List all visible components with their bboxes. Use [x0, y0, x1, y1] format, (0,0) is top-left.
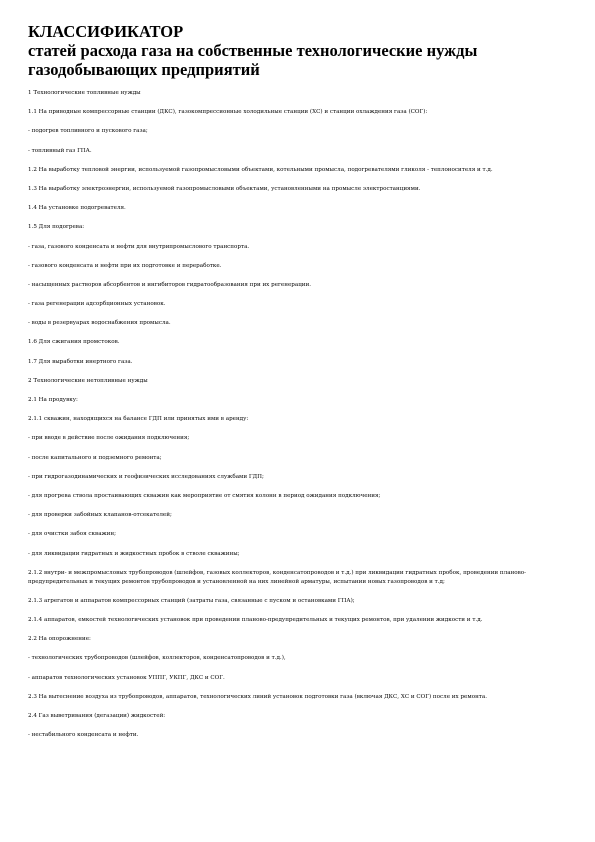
classifier-item: - газа, газового конденсата и нефти для внутрипромыслового транспорта.: [28, 243, 250, 250]
classifier-item: 2 Технологические нетопливные нужды: [28, 377, 148, 384]
classifier-item: - после капитального и подземного ремонта;: [28, 454, 162, 461]
classifier-item: 1 Технологические топливные нужды: [28, 90, 141, 96]
classifier-item: 2.4 Газ выветривания (дегазации) жидкостей:: [28, 713, 166, 719]
classifier-item: - при гидрогазодинамических и геофизических исследованиях службами ГДП;: [28, 473, 264, 480]
classifier-item: - воды в резервуарах водоснабжения промысла.: [28, 320, 171, 327]
classifier-item: - газового конденсата и нефти при их подготовке и переработке.: [28, 262, 222, 269]
classifier-item: 1.5 Для подогрева:: [28, 224, 85, 231]
classifier-item: - при вводе в действие после ожидания подключения;: [28, 435, 190, 442]
classifier-item: 2.1.2 внутри- и межпромысловых трубопроводов (шлейфов, газовых коллекторов, конденсатопроводов и т.д.) при ликвидации гидратных пробок, проведении планово-предупредительных и текущих ремонтов трубопроводов и установленной на них линейной арматуры, испытании новых газопроводов и т.д;: [28, 569, 527, 585]
document-page: [28, 22, 568, 750]
classifier-item: 1.3 На выработку электроэнергии, используемой газопромысловыми объектами, установленными на промысле электростанциями.: [28, 185, 421, 192]
classifier-items: [28, 89, 568, 740]
classifier-item: - технологических трубопроводов (шлейфов, коллекторов, конденсатопроводов и т.д.),: [28, 655, 286, 662]
classifier-item: 2.2 На опорожнение:: [28, 636, 91, 643]
classifier-item: 1.7 Для выработки инертного газа.: [28, 358, 133, 365]
classifier-item: 2.3 На вытеснение воздуха из трубопроводов, аппаратов, технологических линий установок подготовки газа (включая ДКС, ХС и СОГ) после их ремонта.: [28, 693, 487, 700]
classifier-item: 1.1 На приводные компрессорные станции (ДКС), газокомпрессионные холодильные станции (ХС) и станции охлаждения газа (СОГ):: [28, 109, 428, 116]
classifier-item: 2.1.4 аппаратов, емкостей технологических установок при проведении планово-предупредительных и текущих ремонтов, при удалении жидкости и т.д.: [28, 617, 483, 624]
classifier-item: 2.1.3 агрегатов и аппаратов компрессорных станций (затраты газа, связанные с пуском и остановками ГПА);: [28, 597, 355, 604]
classifier-item: 1.4 На установке подогревателя.: [28, 205, 126, 212]
title-line-1: КЛАССИФИКАТОР: [28, 22, 184, 41]
classifier-item: - топливный газ ГПА.: [28, 147, 92, 154]
classifier-item: 1.2 На выработку тепловой энергии, используемой газопромысловыми объектами, котельными промысла, подогревателями гликоля - теплоносителя и т.д.: [28, 166, 493, 173]
classifier-item: - аппаратов технологических установок УППГ, УКПГ, ДКС и СОГ.: [28, 674, 225, 681]
title-line-3: газодобывающих предприятий: [28, 60, 260, 79]
classifier-item: - для ликвидации гидратных и жидкостных пробок в стволе скважины;: [28, 550, 240, 557]
classifier-item: 2.1.1 скважин, находящихся на балансе ГДП или принятых ими в аренду:: [28, 416, 249, 423]
classifier-item: - нестабильного конденсата и нефти.: [28, 732, 139, 739]
classifier-item: - подогрев топливного и пускового газа;: [28, 128, 148, 135]
classifier-item: - для очистки забоя скважин;: [28, 531, 117, 538]
title-line-2: статей расхода газа на собственные технологические нужды: [28, 41, 478, 60]
classifier-item: - для прогрева ствола простаивающих скважин как мероприятие от смятия колонн в период ожидания подключения;: [28, 492, 381, 499]
classifier-item: - насыщенных растворов абсорбентов и ингибиторов гидратообразования при их регенерации.: [28, 281, 312, 288]
classifier-item: - газа регенерации адсорбционных установок.: [28, 301, 166, 308]
document-title: [28, 22, 568, 79]
classifier-item: 1.6 Для сжигания промстоков.: [28, 339, 120, 346]
classifier-item: 2.1 На продувку:: [28, 397, 78, 403]
classifier-item: - для проверки забойных клапанов-отсекателей;: [28, 512, 172, 519]
